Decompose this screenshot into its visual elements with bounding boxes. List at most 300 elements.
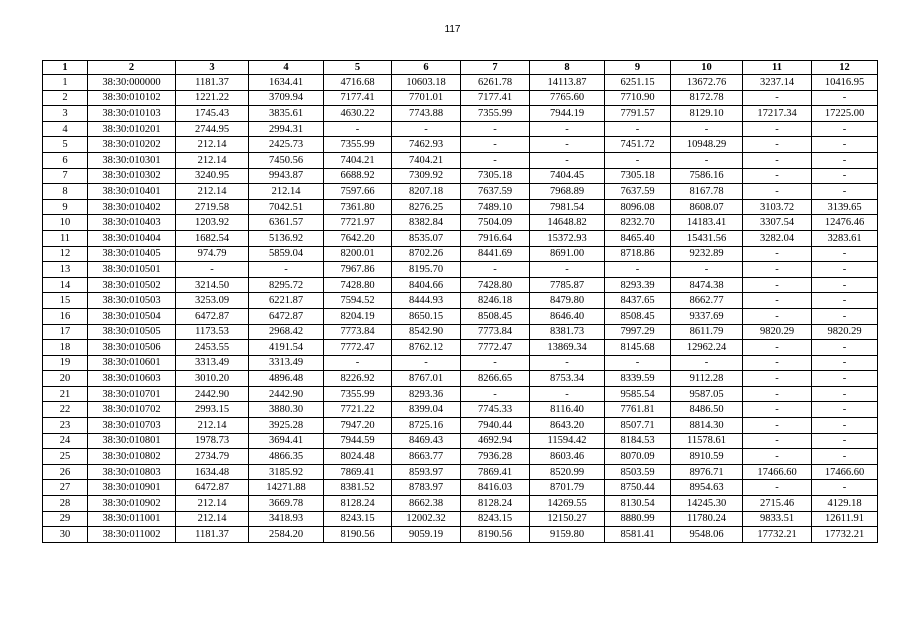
table-cell: 13672.76: [671, 75, 743, 91]
table-cell: 6472.87: [176, 480, 249, 496]
table-cell: 3835.61: [249, 106, 324, 122]
table-cell: 8172.78: [671, 90, 743, 106]
table-row: [43, 386, 878, 402]
table-cell: 7355.99: [461, 106, 530, 122]
table-cell: 7309.92: [392, 168, 461, 184]
table-cell: 7761.81: [605, 402, 671, 418]
table-cell: 7504.09: [461, 215, 530, 231]
table-cell: -: [392, 121, 461, 137]
table-cell: 9548.06: [671, 527, 743, 543]
table-cell: -: [461, 121, 530, 137]
table-cell: -: [743, 371, 812, 387]
table-cell: -: [743, 137, 812, 153]
table-cell: 8691.00: [530, 246, 605, 262]
table-cell: 15372.93: [530, 230, 605, 246]
table-cell: 38:30:010502: [88, 277, 176, 293]
table-cell: -: [324, 355, 392, 371]
table-cell: 38:30:010702: [88, 402, 176, 418]
table-cell: 3709.94: [249, 90, 324, 106]
table-cell: 7940.44: [461, 418, 530, 434]
table-cell: 7597.66: [324, 184, 392, 200]
table-cell: 8: [43, 184, 88, 200]
table-cell: -: [812, 480, 878, 496]
table-cell: 38:30:010801: [88, 433, 176, 449]
table-cell: 38:30:010201: [88, 121, 176, 137]
table-cell: 9159.80: [530, 527, 605, 543]
table-cell: 38:30:010701: [88, 386, 176, 402]
table-cell: 4129.18: [812, 496, 878, 512]
table-cell: 3418.93: [249, 511, 324, 527]
table-cell: 7: [43, 168, 88, 184]
table-cell: 212.14: [176, 137, 249, 153]
table-cell: 38:30:010902: [88, 496, 176, 512]
table-cell: 13869.34: [530, 340, 605, 356]
table-cell: 38:30:010404: [88, 230, 176, 246]
table-cell: 7869.41: [324, 464, 392, 480]
table-cell: -: [530, 386, 605, 402]
table-cell: 8167.78: [671, 184, 743, 200]
table-cell: 8116.40: [530, 402, 605, 418]
table-cell: 15431.56: [671, 230, 743, 246]
data-table: [42, 60, 878, 543]
table-cell: -: [530, 121, 605, 137]
table-cell: 2442.90: [249, 386, 324, 402]
table-cell: 9820.29: [812, 324, 878, 340]
table-cell: 212.14: [249, 184, 324, 200]
table-cell: 12: [43, 246, 88, 262]
table-row: [43, 106, 878, 122]
table-cell: 6361.57: [249, 215, 324, 231]
table-cell: 14269.55: [530, 496, 605, 512]
table-cell: 5: [43, 137, 88, 153]
table-cell: 9: [43, 199, 88, 215]
table-cell: 212.14: [176, 184, 249, 200]
table-cell: 17732.21: [812, 527, 878, 543]
table-cell: 17217.34: [743, 106, 812, 122]
table-cell: 26: [43, 464, 88, 480]
table-cell: 2715.46: [743, 496, 812, 512]
table-cell: 12476.46: [812, 215, 878, 231]
table-cell: 4630.22: [324, 106, 392, 122]
table-cell: 8750.44: [605, 480, 671, 496]
table-cell: 17466.60: [743, 464, 812, 480]
table-cell: 8381.52: [324, 480, 392, 496]
table-cell: 7944.59: [324, 433, 392, 449]
table-cell: 4692.94: [461, 433, 530, 449]
table-cell: 3103.72: [743, 199, 812, 215]
table-cell: -: [461, 262, 530, 278]
table-cell: 7451.72: [605, 137, 671, 153]
table-cell: 8508.45: [461, 308, 530, 324]
table-cell: 8643.20: [530, 418, 605, 434]
table-cell: 212.14: [176, 496, 249, 512]
table-cell: 30: [43, 527, 88, 543]
table-cell: -: [671, 121, 743, 137]
table-row: [43, 464, 878, 480]
table-cell: 7721.22: [324, 402, 392, 418]
table-cell: 8508.45: [605, 308, 671, 324]
table-cell: 38:30:010703: [88, 418, 176, 434]
table-cell: 6261.78: [461, 75, 530, 91]
table-cell: 6472.87: [176, 308, 249, 324]
table-cell: 7428.80: [324, 277, 392, 293]
table-cell: 7745.33: [461, 402, 530, 418]
table-cell: 8190.56: [461, 527, 530, 543]
page-number: 117: [444, 24, 461, 35]
table-cell: 17: [43, 324, 88, 340]
table-cell: 8650.15: [392, 308, 461, 324]
table-cell: 3313.49: [249, 355, 324, 371]
table-cell: 7642.20: [324, 230, 392, 246]
table-cell: 3925.28: [249, 418, 324, 434]
table-cell: 18: [43, 340, 88, 356]
table-cell: 3307.54: [743, 215, 812, 231]
table-cell: 38:30:010501: [88, 262, 176, 278]
table-row: [43, 308, 878, 324]
table-cell: 38:30:010504: [88, 308, 176, 324]
table-row: [43, 496, 878, 512]
table-cell: 3282.04: [743, 230, 812, 246]
table-cell: 3: [43, 106, 88, 122]
table-cell: 7968.89: [530, 184, 605, 200]
table-cell: 3185.92: [249, 464, 324, 480]
table-cell: 8404.66: [392, 277, 461, 293]
table-cell: 11780.24: [671, 511, 743, 527]
table-cell: 8954.63: [671, 480, 743, 496]
table-cell: 7586.16: [671, 168, 743, 184]
table-cell: -: [461, 152, 530, 168]
table-cell: 7637.59: [605, 184, 671, 200]
table-cell: 17732.21: [743, 527, 812, 543]
table-row: [43, 75, 878, 91]
table-cell: 2: [43, 90, 88, 106]
table-row: [43, 449, 878, 465]
table-cell: -: [671, 152, 743, 168]
table-cell: 1682.54: [176, 230, 249, 246]
table-cell: 3313.49: [176, 355, 249, 371]
table-cell: 38:30:010506: [88, 340, 176, 356]
table-cell: 14648.82: [530, 215, 605, 231]
table-cell: -: [812, 262, 878, 278]
table-cell: 11594.42: [530, 433, 605, 449]
table-cell: 9232.89: [671, 246, 743, 262]
table-cell: 9112.28: [671, 371, 743, 387]
table-cell: 7997.29: [605, 324, 671, 340]
table-cell: 8662.38: [392, 496, 461, 512]
table-cell: -: [743, 277, 812, 293]
table-cell: 8243.15: [461, 511, 530, 527]
table-cell: 5859.04: [249, 246, 324, 262]
table-cell: 3139.65: [812, 199, 878, 215]
table-cell: 7765.60: [530, 90, 605, 106]
table-cell: 7462.93: [392, 137, 461, 153]
table-cell: 7450.56: [249, 152, 324, 168]
table-cell: 38:30:010601: [88, 355, 176, 371]
table-cell: -: [743, 90, 812, 106]
table-cell: 9587.05: [671, 386, 743, 402]
table-row: [43, 262, 878, 278]
table-cell: 7791.57: [605, 106, 671, 122]
table-cell: 8399.04: [392, 402, 461, 418]
table-cell: 3214.50: [176, 277, 249, 293]
table-cell: 8503.59: [605, 464, 671, 480]
table-cell: 13: [43, 262, 88, 278]
table-cell: 7701.01: [392, 90, 461, 106]
table-cell: 8701.79: [530, 480, 605, 496]
table-cell: -: [743, 293, 812, 309]
table-cell: 1: [43, 75, 88, 91]
table-cell: 9820.29: [743, 324, 812, 340]
table-cell: 8444.93: [392, 293, 461, 309]
table-cell: -: [812, 418, 878, 434]
table-cell: 8441.69: [461, 246, 530, 262]
table-cell: 8603.46: [530, 449, 605, 465]
table-cell: 7305.18: [605, 168, 671, 184]
table-cell: 38:30:010803: [88, 464, 176, 480]
table-row: [43, 168, 878, 184]
table-cell: 10948.29: [671, 137, 743, 153]
table-cell: 12962.24: [671, 340, 743, 356]
table-cell: 8486.50: [671, 402, 743, 418]
table-cell: 12002.32: [392, 511, 461, 527]
table-cell: -: [812, 449, 878, 465]
table-cell: 38:30:010901: [88, 480, 176, 496]
table-cell: 8702.26: [392, 246, 461, 262]
table-cell: -: [743, 121, 812, 137]
table-cell: -: [743, 355, 812, 371]
table-cell: 7773.84: [324, 324, 392, 340]
table-cell: 7981.54: [530, 199, 605, 215]
table-cell: 38:30:000000: [88, 75, 176, 91]
table-cell: -: [812, 90, 878, 106]
table-cell: 974.79: [176, 246, 249, 262]
table-cell: 7177.41: [324, 90, 392, 106]
table-cell: -: [671, 262, 743, 278]
table-cell: 7404.21: [392, 152, 461, 168]
table-cell: 2584.20: [249, 527, 324, 543]
table-cell: 8246.18: [461, 293, 530, 309]
table-cell: -: [812, 152, 878, 168]
table-cell: 8507.71: [605, 418, 671, 434]
table-cell: -: [743, 262, 812, 278]
column-header: 11: [743, 61, 812, 75]
table-cell: 38:30:010202: [88, 137, 176, 153]
column-header: 5: [324, 61, 392, 75]
table-cell: 7947.20: [324, 418, 392, 434]
table-cell: -: [812, 168, 878, 184]
table-cell: 8207.18: [392, 184, 461, 200]
table-cell: -: [176, 262, 249, 278]
column-header: 2: [88, 61, 176, 75]
table-cell: 29: [43, 511, 88, 527]
table-cell: 7967.86: [324, 262, 392, 278]
table-cell: 7177.41: [461, 90, 530, 106]
table-cell: 8662.77: [671, 293, 743, 309]
table-row: [43, 324, 878, 340]
table-cell: 20: [43, 371, 88, 387]
table-cell: -: [812, 184, 878, 200]
table-cell: 38:30:011001: [88, 511, 176, 527]
table-cell: 7785.87: [530, 277, 605, 293]
table-cell: 25: [43, 449, 88, 465]
table-cell: -: [743, 184, 812, 200]
table-cell: -: [743, 418, 812, 434]
table-cell: -: [812, 402, 878, 418]
table-row: [43, 277, 878, 293]
table-cell: 3694.41: [249, 433, 324, 449]
table-cell: 7404.21: [324, 152, 392, 168]
table-cell: 8024.48: [324, 449, 392, 465]
table-cell: 11578.61: [671, 433, 743, 449]
column-header: 4: [249, 61, 324, 75]
table-cell: 15: [43, 293, 88, 309]
table-cell: 1634.41: [249, 75, 324, 91]
table-cell: 3880.30: [249, 402, 324, 418]
table-cell: 8339.59: [605, 371, 671, 387]
table-cell: 2734.79: [176, 449, 249, 465]
table-cell: 7305.18: [461, 168, 530, 184]
table-cell: 7721.97: [324, 215, 392, 231]
table-row: [43, 418, 878, 434]
table-cell: 8195.70: [392, 262, 461, 278]
table-cell: 19: [43, 355, 88, 371]
table-cell: 7743.88: [392, 106, 461, 122]
table-cell: -: [743, 152, 812, 168]
table-cell: 8474.38: [671, 277, 743, 293]
table-cell: 8129.10: [671, 106, 743, 122]
table-cell: 8145.68: [605, 340, 671, 356]
table-cell: -: [605, 152, 671, 168]
table-cell: -: [392, 355, 461, 371]
table-cell: 7916.64: [461, 230, 530, 246]
table-cell: 8581.41: [605, 527, 671, 543]
table-cell: 12150.27: [530, 511, 605, 527]
table-cell: 38:30:010401: [88, 184, 176, 200]
table-cell: 1221.22: [176, 90, 249, 106]
table-cell: 2453.55: [176, 340, 249, 356]
table-row: [43, 246, 878, 262]
table-cell: -: [812, 137, 878, 153]
table-cell: 8783.97: [392, 480, 461, 496]
table-cell: 8190.56: [324, 527, 392, 543]
table-cell: 8725.16: [392, 418, 461, 434]
table-cell: 8128.24: [324, 496, 392, 512]
table-cell: 8128.24: [461, 496, 530, 512]
table-cell: 8381.73: [530, 324, 605, 340]
table-cell: -: [743, 433, 812, 449]
table-cell: 7355.99: [324, 137, 392, 153]
column-header: 3: [176, 61, 249, 75]
table-cell: -: [743, 386, 812, 402]
table-cell: -: [530, 137, 605, 153]
table-cell: 4191.54: [249, 340, 324, 356]
table-cell: 8232.70: [605, 215, 671, 231]
table-cell: 9585.54: [605, 386, 671, 402]
table-cell: 6: [43, 152, 88, 168]
table-cell: 8266.65: [461, 371, 530, 387]
table-cell: 8295.72: [249, 277, 324, 293]
table-cell: 9833.51: [743, 511, 812, 527]
table-cell: -: [530, 262, 605, 278]
table-cell: 7594.52: [324, 293, 392, 309]
table-cell: -: [743, 449, 812, 465]
table-row: [43, 527, 878, 543]
table-cell: -: [605, 121, 671, 137]
table-header-row: [43, 61, 878, 75]
table-row: [43, 152, 878, 168]
table-cell: 7869.41: [461, 464, 530, 480]
table-cell: -: [324, 121, 392, 137]
table-cell: 27: [43, 480, 88, 496]
table-cell: -: [743, 480, 812, 496]
column-header: 1: [43, 61, 88, 75]
table-cell: 11: [43, 230, 88, 246]
table-cell: -: [743, 340, 812, 356]
table-cell: 8762.12: [392, 340, 461, 356]
table-cell: 2968.42: [249, 324, 324, 340]
table-row: [43, 402, 878, 418]
table-row: [43, 340, 878, 356]
table-cell: 38:30:010405: [88, 246, 176, 262]
table-cell: -: [671, 355, 743, 371]
table-cell: 7361.80: [324, 199, 392, 215]
table-cell: -: [461, 386, 530, 402]
table-cell: 7042.51: [249, 199, 324, 215]
table-cell: 9943.87: [249, 168, 324, 184]
table-cell: 9059.19: [392, 527, 461, 543]
table-cell: 8976.71: [671, 464, 743, 480]
table-cell: -: [530, 152, 605, 168]
table-cell: 8200.01: [324, 246, 392, 262]
table-cell: 3283.61: [812, 230, 878, 246]
table-cell: 3240.95: [176, 168, 249, 184]
column-header: 10: [671, 61, 743, 75]
table-cell: 38:30:010503: [88, 293, 176, 309]
table-cell: 16: [43, 308, 88, 324]
table-cell: 7773.84: [461, 324, 530, 340]
table-cell: 2744.95: [176, 121, 249, 137]
table-cell: -: [530, 355, 605, 371]
table-cell: 1745.43: [176, 106, 249, 122]
table-cell: 17225.00: [812, 106, 878, 122]
table-cell: 38:30:010402: [88, 199, 176, 215]
table-cell: 7710.90: [605, 90, 671, 106]
table-cell: 38:30:010505: [88, 324, 176, 340]
table-cell: 5136.92: [249, 230, 324, 246]
table-cell: 3253.09: [176, 293, 249, 309]
table-cell: 10603.18: [392, 75, 461, 91]
table-cell: 14: [43, 277, 88, 293]
table-cell: 8663.77: [392, 449, 461, 465]
table-cell: -: [812, 293, 878, 309]
table-cell: -: [812, 308, 878, 324]
table-cell: 8608.07: [671, 199, 743, 215]
table-cell: 2993.15: [176, 402, 249, 418]
table-cell: 8469.43: [392, 433, 461, 449]
table-cell: 2425.73: [249, 137, 324, 153]
table-cell: 212.14: [176, 152, 249, 168]
table-cell: -: [605, 262, 671, 278]
table-cell: -: [249, 262, 324, 278]
table-cell: 8646.40: [530, 308, 605, 324]
table-cell: 8226.92: [324, 371, 392, 387]
table-cell: 212.14: [176, 511, 249, 527]
table-cell: 3669.78: [249, 496, 324, 512]
table-cell: 6688.92: [324, 168, 392, 184]
table-cell: 38:30:010103: [88, 106, 176, 122]
table-cell: 8416.03: [461, 480, 530, 496]
table-cell: 38:30:010802: [88, 449, 176, 465]
